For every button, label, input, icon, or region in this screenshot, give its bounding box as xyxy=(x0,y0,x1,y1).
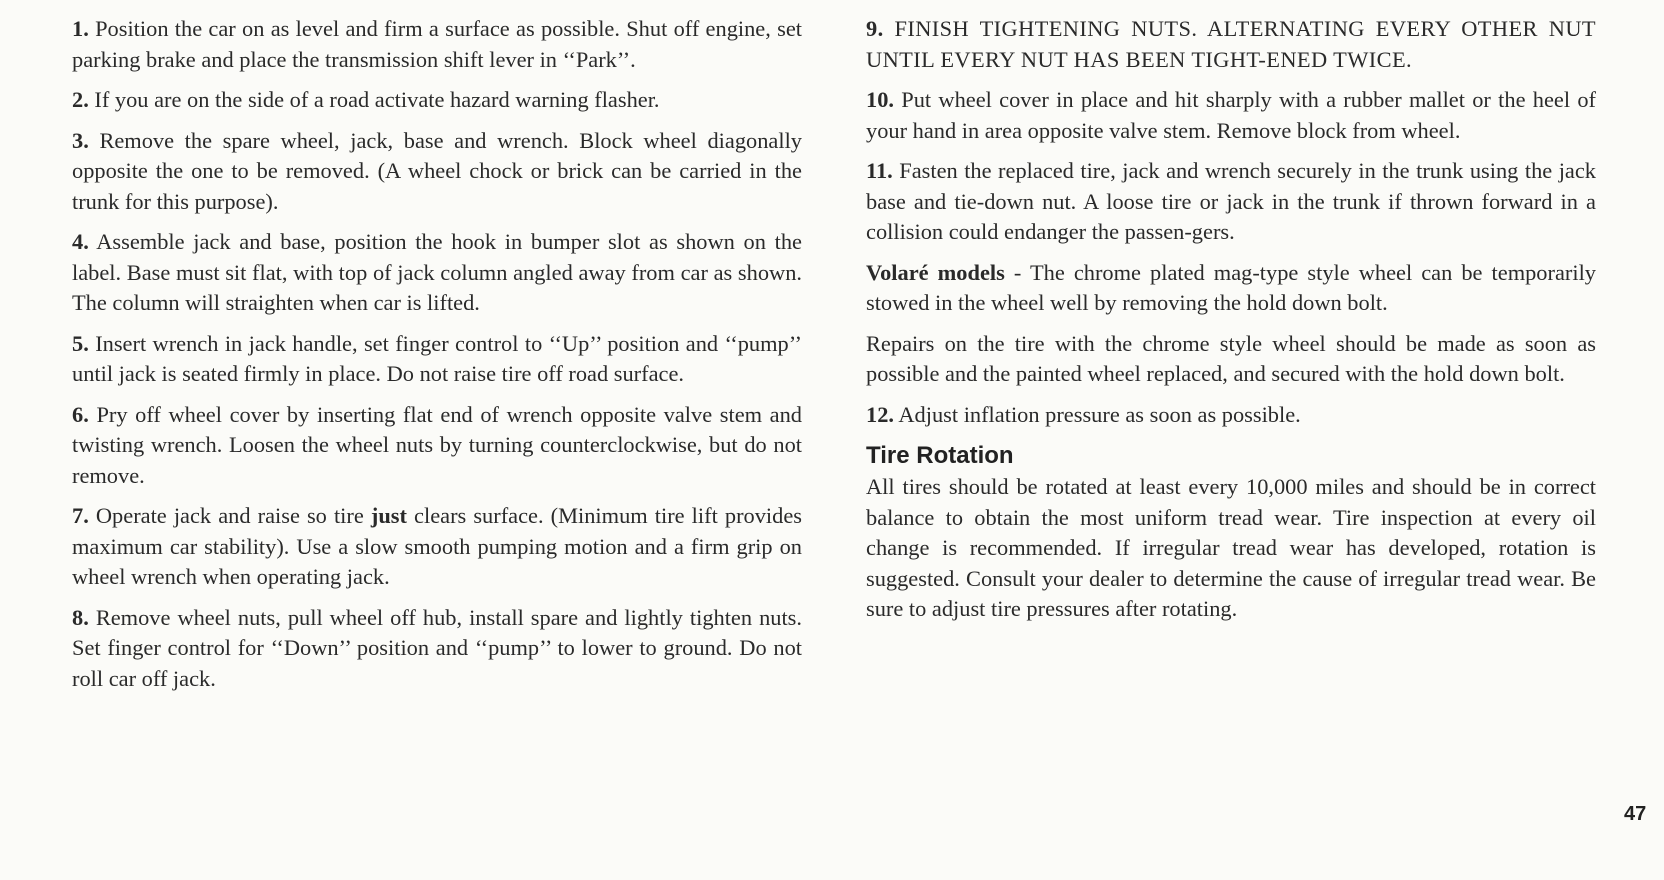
step-number: 3. xyxy=(72,127,89,153)
step-number: 2. xyxy=(72,87,89,112)
step-number: 10. xyxy=(866,87,894,112)
volare-label: Volaré models xyxy=(866,259,1005,285)
step-7 xyxy=(72,501,802,593)
repairs-note xyxy=(866,329,1596,390)
step-number: 11. xyxy=(866,158,893,183)
tire-rotation-text: All tires should be rotated at least every 10,000 miles and should be in correct balance to obtain the most uniform tread wear. Tire inspection at every oil change is recommended. If irregular tread wear has developed, rotation is suggested. Consult your dealer to determine the cause of irregular tread wear. Be sure to adjust tire pressures after rotating. xyxy=(866,474,1596,621)
step-4 xyxy=(72,227,802,319)
step-11 xyxy=(866,156,1596,248)
step-text: Assemble jack and base, position the hook in bumper slot as shown on the label. Base must sit flat, with top of jack column angled away from car as shown. The column will straighten when car is lifted. xyxy=(72,229,802,315)
volare-text: - The chrome plated mag-type style wheel can be temporarily stowed in the wheel well by removing the hold down bolt. xyxy=(866,259,1596,315)
step-12 xyxy=(866,400,1596,431)
step-1 xyxy=(72,14,802,75)
step-text: Pry off wheel cover by inserting flat end of wrench opposite valve stem and twisting wrench. Loosen the wheel nuts by turning counterclockwise, but do not remove. xyxy=(72,401,802,488)
step-number: 8. xyxy=(72,604,89,630)
step-2 xyxy=(72,85,802,116)
step-text: If you are on the side of a road activate hazard warning flasher. xyxy=(94,87,660,112)
step-5 xyxy=(72,329,802,390)
step-text: Insert wrench in jack handle, set finger control to ‘‘Up’’ position and ‘‘pump’’ until jack is seated firmly in place. Do not raise tire off road surface. xyxy=(72,330,802,386)
step-10 xyxy=(866,85,1596,146)
section-heading-tire-rotation: Tire Rotation xyxy=(866,442,1014,469)
step-number: 7. xyxy=(72,503,89,528)
emphasis-just: just xyxy=(370,503,407,528)
step-3 xyxy=(72,126,802,218)
step-text: Put wheel cover in place and hit sharply with a rubber mallet or the heel of your hand in area opposite valve stem. Remove block from wheel. xyxy=(866,87,1596,143)
right-column xyxy=(866,14,1596,635)
step-text: Remove the spare wheel, jack, base and wrench. Block wheel diagonally opposite the one to be removed. (A wheel chock or brick can be carried in the trunk for this purpose). xyxy=(72,127,802,214)
step-text: Remove wheel nuts, pull wheel off hub, install spare and lightly tighten nuts. Set finger control for ‘‘Down’’ position and ‘‘pump’’ to lower to ground. Do not roll car off jack. xyxy=(72,604,802,691)
step-8 xyxy=(72,603,802,695)
step-number: 1. xyxy=(72,16,89,41)
step-text-continued: clears surface. (Minimum tire lift provides maximum car stability). Use a slow smooth pumping motion and a firm grip on wheel wrench when operating jack. xyxy=(72,503,802,589)
step-text: Adjust inflation pressure as soon as possible. xyxy=(898,401,1301,427)
step-9 xyxy=(866,14,1596,75)
step-number: 9. xyxy=(866,16,884,41)
volare-note xyxy=(866,258,1596,319)
step-text: FINISH TIGHTENING NUTS. ALTERNATING EVERY OTHER NUT UNTIL EVERY NUT HAS BEEN TIGHT-ENED TWICE. xyxy=(866,16,1596,72)
repairs-text: Repairs on the tire with the chrome style wheel should be made as soon as possible and the painted wheel replaced, and secured with the hold down bolt. xyxy=(866,330,1596,386)
step-number: 4. xyxy=(72,229,89,254)
step-text: Position the car on as level and firm a surface as possible. Shut off engine, set parking brake and place the transmission shift lever in ‘‘Park’’. xyxy=(72,16,802,72)
step-text: Fasten the replaced tire, jack and wrench securely in the trunk using the jack base and tie-down nut. A loose tire or jack in the trunk if thrown forward in a collision could endanger the passen-gers. xyxy=(866,158,1596,244)
step-number: 6. xyxy=(72,401,89,427)
step-number: 5. xyxy=(72,330,89,356)
page-number: 47 xyxy=(1624,803,1647,825)
left-column xyxy=(72,14,802,704)
step-number: 12. xyxy=(866,401,894,427)
step-6 xyxy=(72,400,802,492)
step-text: Operate jack and raise so tire xyxy=(95,503,371,528)
